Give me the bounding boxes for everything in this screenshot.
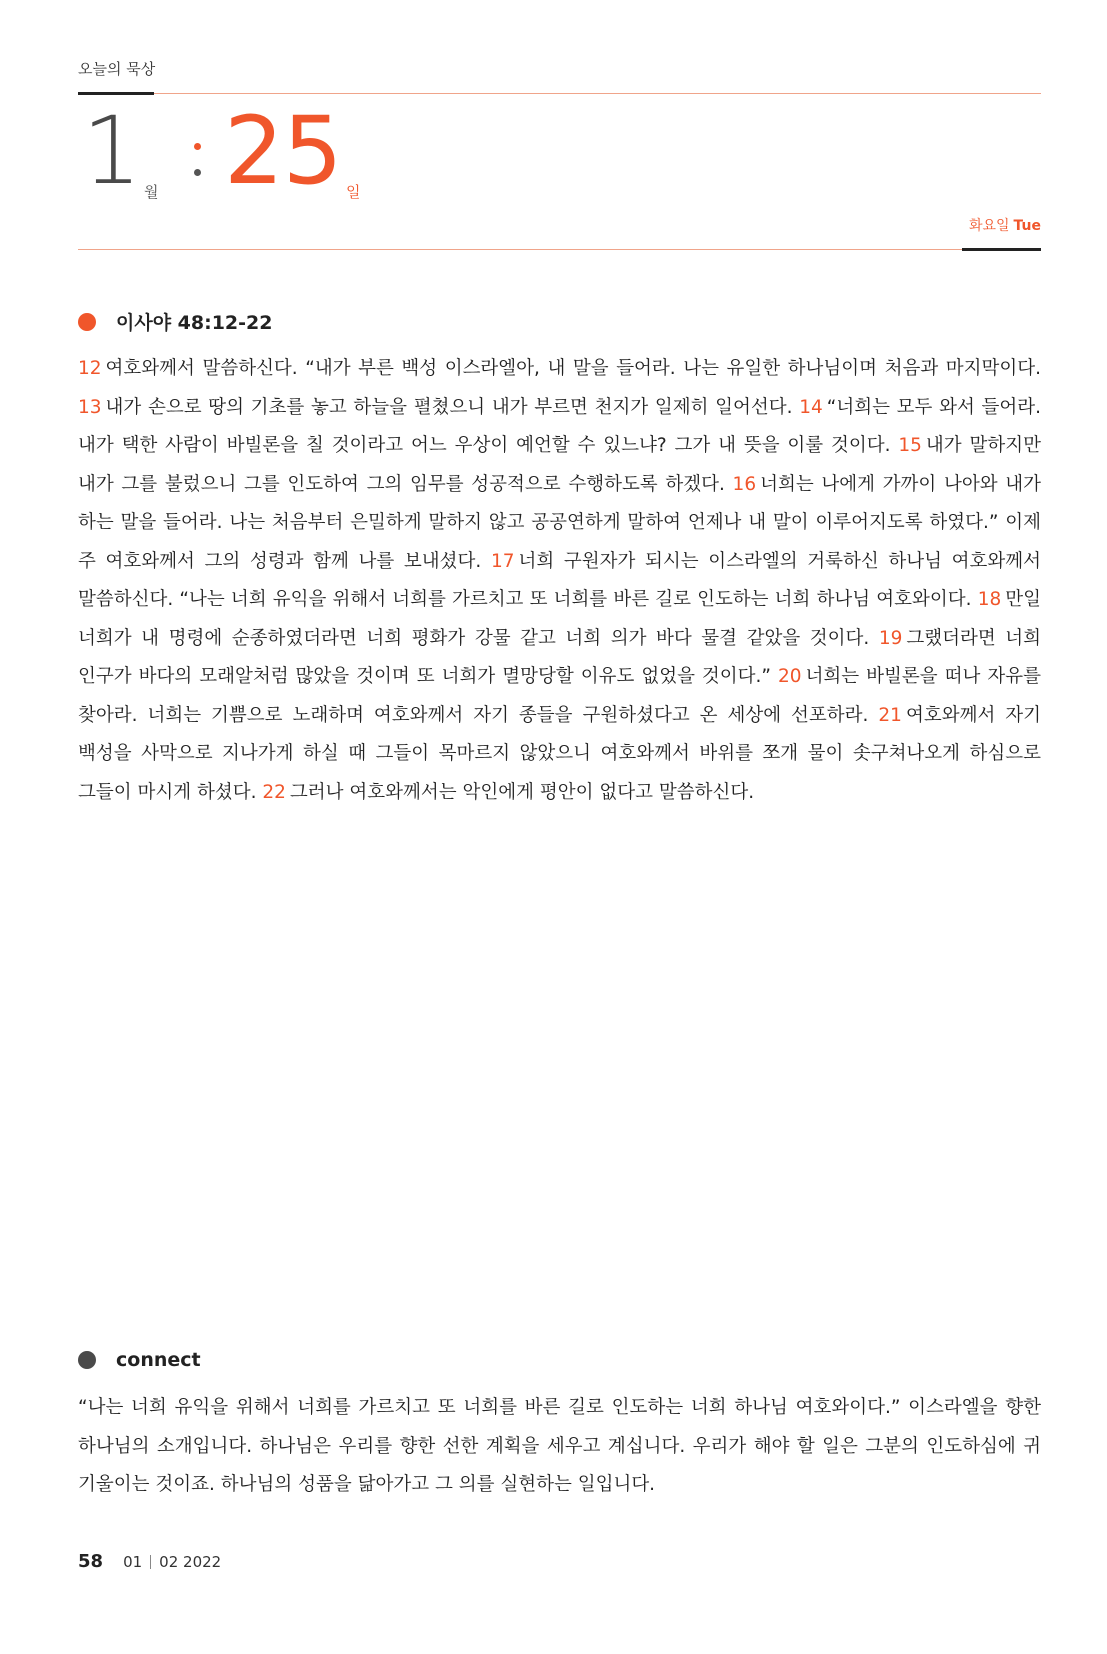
connect-title: connect: [116, 1349, 201, 1371]
connect-heading: [78, 1349, 201, 1371]
middle-divider-accent: [962, 248, 1041, 251]
verse-number: 19: [878, 627, 903, 649]
bullet-icon: [78, 1351, 96, 1369]
verse-text: 여호와께서 말씀하신다. “내가 부른 백성 이스라엘아, 내 말을 들어라. 나는 유일한 하나님이며 처음과 마지막이다.: [105, 358, 1041, 379]
verse-text: 만일 너희가 내 명령에 순종하였더라면 너희 평화가 강물 같고 너희 의가 바다 물결 같았을 것이다.: [78, 589, 1041, 649]
colon-dot-bottom: [194, 169, 201, 176]
verse-number: 17: [490, 550, 515, 572]
weekday: [969, 215, 1041, 235]
verse-number: 13: [78, 396, 102, 418]
top-divider: [78, 93, 1041, 94]
verse-number: 22: [262, 781, 286, 803]
verse-number: 21: [878, 704, 902, 726]
verse-number: 18: [977, 589, 1002, 610]
verse-text: 여호와께서 자기 백성을 사막으로 지나가게 하실 때 그들이 목마르지 않았으니 여호와께서 바위를 쪼개 물이 솟구쳐나오게 하심으로 그들이 마시게 하셨다.: [78, 704, 1042, 803]
scripture-passage: [78, 350, 1041, 812]
day-unit: 일: [346, 183, 361, 201]
page-footer: [78, 1551, 221, 1572]
top-divider-accent: [78, 92, 154, 95]
section-label: 오늘의 묵상: [78, 60, 156, 78]
verse-text: 내가 말하지만 내가 그를 불렀으니 그를 인도하여 그의 임무를 성공적으로 수행하도록 하겠다.: [78, 435, 1041, 495]
verse-number: 20: [778, 666, 802, 687]
middle-divider: [78, 249, 1041, 250]
connect-paragraph: “나는 너희 유익을 위해서 너희를 가르치고 또 너희를 바른 길로 인도하는 너희 하나님 여호와이다.” 이스라엘을 향한 하나님의 소개입니다. 하나님은 우리를 향한 선한 계획을 세우고 계십니다. 우리가 해야 할 일은 그분의 인도하심에 귀 기울이는 것이죠. 하나님의 성품을 닮아가고 그 의를 실현하는 일입니다.: [78, 1397, 1041, 1495]
verse-text: 내가 손으로 땅의 기초를 놓고 하늘을 펼쳤으니 내가 부르면 천지가 일제히 일어선다.: [105, 396, 793, 418]
issue-month-2: 02: [159, 1552, 179, 1571]
verse-text: “너희는 모두 와서 들어라. 내가 택한 사람이 바빌론을 칠 것이라고 어느 우상이 예언할 수 있느냐? 그가 내 뜻을 이룰 것이다.: [78, 396, 1041, 456]
colon-dot-top: [194, 143, 201, 150]
month-unit: 월: [144, 183, 159, 201]
weekday-english: Tue: [1013, 218, 1041, 234]
month-number: 1: [82, 97, 140, 206]
verse-text: 그랬더라면 너희 인구가 바다의 모래알처럼 많았을 것이며 또 너희가 멸망당할 이유도 없었을 것이다.”: [78, 627, 1042, 687]
verse-text: 너희 구원자가 되시는 이스라엘의 거룩하신 하나님 여호와께서 말씀하신다. “나는 너희 유익을 위해서 너희를 가르치고 또 너희를 바른 길로 인도하는 너희 하나님 여호와이다.: [78, 550, 1042, 610]
issue-year: 2022: [183, 1552, 222, 1571]
footer-separator: [150, 1555, 151, 1569]
weekday-korean: 화요일: [968, 218, 1010, 234]
verse-number: 15: [898, 435, 922, 456]
page-number: 58: [78, 1551, 104, 1572]
verse-number: 12: [78, 358, 102, 379]
verse-number: 16: [732, 473, 757, 495]
scripture-heading: [78, 308, 272, 335]
verse-text: 너희는 바빌론을 떠나 자유를 찾아라. 너희는 기쁨으로 노래하며 여호와께서 자기 종들을 구원하셨다고 온 세상에 선포하라.: [78, 666, 1041, 726]
verse-text: 그러나 여호와께서는 악인에게 평안이 없다고 말씀하신다.: [289, 781, 755, 803]
verse-text: 너희는 나에게 가까이 나아와 내가 하는 말을 들어라. 나는 처음부터 은밀하게 말하지 않고 공공연하게 말하여 언제나 내 말이 이루어지도록 하였다.” 이제 주 여호와께서 그의 성령과 함께 나를 보내셨다.: [78, 473, 1041, 572]
verse-number: 14: [799, 396, 823, 418]
day-number: 25: [224, 97, 342, 206]
bullet-icon: [78, 313, 96, 331]
issue-month: 01: [123, 1552, 143, 1571]
scripture-reference: 이사야 48:12-22: [116, 312, 273, 334]
